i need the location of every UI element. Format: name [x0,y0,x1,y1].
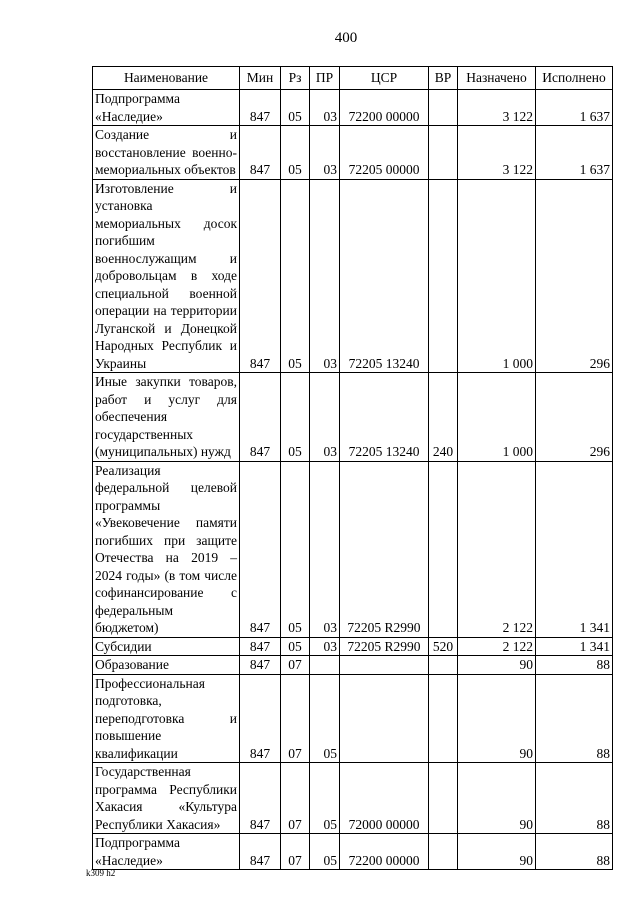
row-pr: 05 [310,763,340,834]
row-assigned: 90 [458,674,536,763]
row-assigned: 3 122 [458,90,536,126]
row-executed: 88 [536,656,613,675]
row-vr [429,763,458,834]
row-assigned: 90 [458,656,536,675]
table-header-row [93,67,613,90]
row-name: Иные закупки товаров, работ и услуг для обеспечения государственных (муниципальных) нужд [93,373,240,462]
row-name: Реализация федеральной целевой программы «Увековечение памяти погибших при защите Отечества на 2019 – 2024 годы» (в том числе софинансирование с федеральным бюджетом) [93,461,240,637]
row-csr: 72205 R2990 [340,461,429,637]
row-vr: 240 [429,373,458,462]
table-row [93,656,613,675]
row-min: 847 [240,373,281,462]
row-executed: 1 341 [536,637,613,656]
page-number: 400 [334,30,358,46]
row-name: Государственная программа Республики Хакасия «Культура Республики Хакасия» [93,763,240,834]
row-executed: 296 [536,179,613,373]
row-executed: 1 637 [536,90,613,126]
table-row [93,373,613,462]
row-name: Профессиональная подготовка, переподготовка и повышение квалификации [93,674,240,763]
row-rz: 05 [281,373,310,462]
row-csr: 72205 13240 [340,373,429,462]
table-row [93,763,613,834]
row-rz: 05 [281,461,310,637]
row-pr: 03 [310,90,340,126]
row-min: 847 [240,656,281,675]
header-vr: ВР [429,67,458,90]
row-assigned: 2 122 [458,461,536,637]
row-vr [429,461,458,637]
row-rz: 07 [281,763,310,834]
row-pr: 03 [310,373,340,462]
row-pr: 03 [310,461,340,637]
row-executed: 1 637 [536,126,613,180]
row-assigned: 90 [458,763,536,834]
row-rz: 05 [281,90,310,126]
row-name: Подпрограмма «Наследие» [93,90,240,126]
row-min: 847 [240,90,281,126]
row-pr: 03 [310,126,340,180]
header-rz: Рз [281,67,310,90]
row-executed: 296 [536,373,613,462]
row-rz: 07 [281,674,310,763]
table-row [93,90,613,126]
row-min: 847 [240,126,281,180]
table-row [93,126,613,180]
budget-table [92,66,613,870]
header-executed: Исполнено [536,67,613,90]
row-csr: 72205 R2990 [340,637,429,656]
row-vr [429,674,458,763]
row-vr [429,656,458,675]
row-pr: 03 [310,179,340,373]
row-assigned: 90 [458,834,536,870]
table-row [93,834,613,870]
row-vr [429,179,458,373]
row-rz: 07 [281,656,310,675]
row-name: Образование [93,656,240,675]
row-pr: 05 [310,834,340,870]
row-vr [429,90,458,126]
row-pr: 03 [310,637,340,656]
footer-code: k309 h2 [86,868,116,878]
row-assigned: 1 000 [458,179,536,373]
row-executed: 88 [536,674,613,763]
header-csr: ЦСР [340,67,429,90]
row-assigned: 3 122 [458,126,536,180]
row-rz: 05 [281,637,310,656]
row-min: 847 [240,461,281,637]
row-executed: 88 [536,834,613,870]
row-executed: 1 341 [536,461,613,637]
row-name: Создание и восстановление военно-мемориальных объектов [93,126,240,180]
row-min: 847 [240,834,281,870]
header-pr: ПР [310,67,340,90]
row-csr: 72200 00000 [340,90,429,126]
row-rz: 07 [281,834,310,870]
row-name: Подпрограмма «Наследие» [93,834,240,870]
row-csr: 72000 00000 [340,763,429,834]
row-csr [340,674,429,763]
row-name: Субсидии [93,637,240,656]
row-vr [429,834,458,870]
row-csr [340,656,429,675]
header-assigned: Назначено [458,67,536,90]
row-csr: 72205 13240 [340,179,429,373]
table-row [93,637,613,656]
row-assigned: 1 000 [458,373,536,462]
row-name: Изготовление и установка мемориальных досок погибшим военнослужащим и добровольцам в ходе специальной военной операции на территории Луганской и Донецкой Народных Республик и Украины [93,179,240,373]
table-row [93,179,613,373]
header-min: Мин [240,67,281,90]
row-executed: 88 [536,763,613,834]
row-min: 847 [240,763,281,834]
row-csr: 72205 00000 [340,126,429,180]
row-assigned: 2 122 [458,637,536,656]
row-min: 847 [240,637,281,656]
row-vr [429,126,458,180]
table-row [93,461,613,637]
table-row [93,674,613,763]
row-rz: 05 [281,179,310,373]
row-min: 847 [240,674,281,763]
row-pr: 05 [310,674,340,763]
header-name: Наименование [93,67,240,90]
row-rz: 05 [281,126,310,180]
row-vr: 520 [429,637,458,656]
row-pr [310,656,340,675]
row-min: 847 [240,179,281,373]
row-csr: 72200 00000 [340,834,429,870]
